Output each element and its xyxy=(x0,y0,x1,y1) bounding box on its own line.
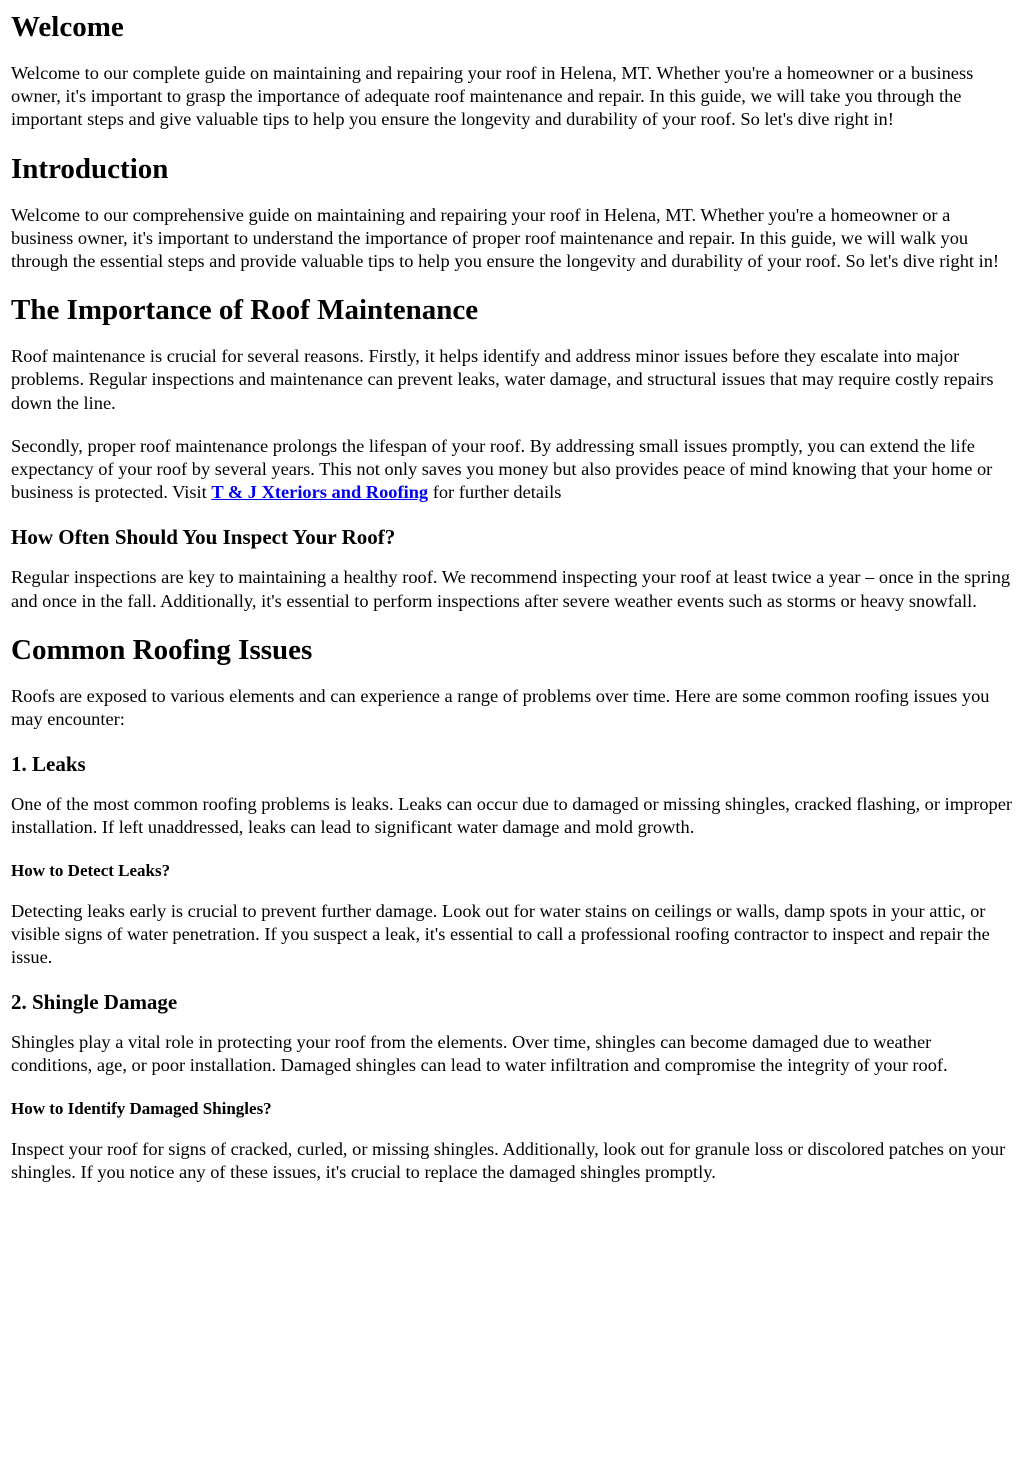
heading-introduction: Introduction xyxy=(11,152,169,185)
heading-inspect: How Often Should You Inspect Your Roof? xyxy=(11,525,396,550)
paragraph-inspect: Regular inspections are key to maintaining a healthy roof. We recommend inspecting your roof at least twice a year – once in the spring and once in the fall. Additionally, it's essential to perform inspections after severe weather events such as storms or heavy snowfall. xyxy=(11,567,1011,611)
tj-xteriors-link[interactable]: T & J Xteriors and Roofing xyxy=(211,482,429,503)
paragraph-introduction: Welcome to our comprehensive guide on maintaining and repairing your roof in Helena, MT. Whether you're a homeowner or a business owner, it's important to understand the importance of proper roof maintenance and repair. In this guide, we will walk you through the essential steps and provide valuable tips to help you ensure the longevity and durability of your roof. So let's dive right in! xyxy=(11,204,1000,272)
paragraph-leaks: One of the most common roofing problems is leaks. Leaks can occur due to damaged or missing shingles, cracked flashing, or improper installation. If left unaddressed, leaks can lead to significant water damage and mold growth. xyxy=(11,794,1013,838)
heading-common-issues: Common Roofing Issues xyxy=(11,633,313,666)
paragraph-importance-2-text: Secondly, proper roof maintenance prolongs the lifespan of your roof. By addressing small issues promptly, you can extend the life expectancy of your roof by several years. This not only saves you money but also provides peace of mind knowing that your home or business is protected. Visit xyxy=(11,435,993,503)
paragraph-identify-shingles: Inspect your roof for signs of cracked, curled, or missing shingles. Additionally, look out for granule loss or discolored patches on your shingles. If you notice any of these issues, it's crucial to replace the damaged shingles promptly. xyxy=(11,1138,1006,1182)
paragraph-importance-2 xyxy=(11,435,1013,505)
heading-leaks: 1. Leaks xyxy=(11,752,86,777)
heading-detect-leaks: How to Detect Leaks? xyxy=(11,860,171,880)
paragraph-importance-1: Roof maintenance is crucial for several reasons. Firstly, it helps identify and address minor issues before they escalate into major problems. Regular inspections and maintenance can prevent leaks, water damage, and structural issues that may require costly repairs down the line. xyxy=(11,346,994,413)
document-page xyxy=(0,10,1024,1184)
paragraph-importance-2-tail: for further details xyxy=(428,482,562,503)
heading-shingle-damage: 2. Shingle Damage xyxy=(11,990,178,1015)
paragraph-shingle-damage: Shingles play a vital role in protecting your roof from the elements. Over time, shingles can become damaged due to weather conditions, age, or poor installation. Damaged shingles can lead to water infiltration and compromise the integrity of your roof. xyxy=(11,1032,948,1076)
paragraph-detect-leaks: Detecting leaks early is crucial to prevent further damage. Look out for water stains on ceilings or walls, damp spots in your attic, or visible signs of water penetration. If you suspect a leak, it's essential to call a professional roofing contractor to inspect and repair the issue. xyxy=(11,900,990,968)
paragraph-common-issues: Roofs are exposed to various elements and can experience a range of problems over time. Here are some common roofing issues you may encounter: xyxy=(11,685,990,730)
heading-welcome: Welcome xyxy=(11,11,124,43)
heading-identify-shingles: How to Identify Damaged Shingles? xyxy=(11,1098,272,1118)
paragraph-welcome: Welcome to our complete guide on maintaining and repairing your roof in Helena, MT. Whether you're a homeowner or a business owner, it's important to grasp the importance of adequate roof maintenance and repair. In this guide, we will take you through the important steps and give valuable tips to help you ensure the longevity and durability of your roof. So let's dive right in! xyxy=(11,63,974,130)
heading-importance: The Importance of Roof Maintenance xyxy=(11,294,479,327)
